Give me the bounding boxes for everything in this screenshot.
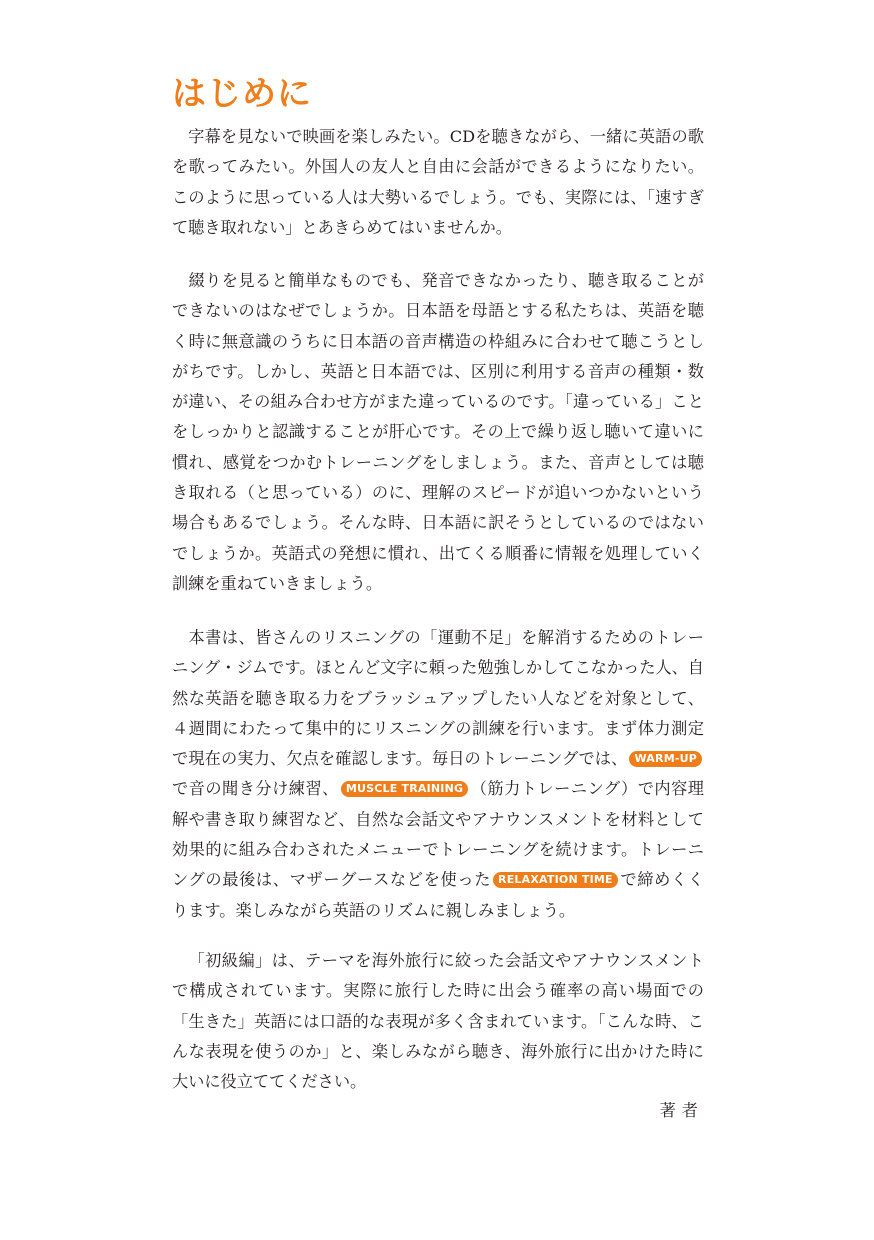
paragraph-2-text: 綴りを見ると簡単なものでも、発音できなかったり、聴き取ることができないのはなぜでしょうか。日本語を母語とする私たちは、英語を聴く時に無意識のうちに日本語の音声構造の枠組みに合わせて聴こうとしがちです。しかし、英語と日本語では、区別に利用する音声の種類・数が違い、その組み合わせ方がまた違っているのです。「違っている」ことをしっかりと認識することが肝心です。その上で繰り返し聴いて違いに慣れ、感覚をつかむトレーニングをしましょう。また、音声としては聴き取れる（と思っている）のに、理解のスピードが追いつかないという場合もあるでしょう。そんな時、日本語に訳そうとしているのではないでしょうか。英語式の発想に慣れ、出てくる順番に情報を処理していく訓練を重ねていきましょう。 bbox=[172, 271, 704, 593]
muscle-training-badge: MUSCLE TRAINING bbox=[341, 781, 468, 797]
paragraph-3-text-a: 本書は、皆さんのリスニングの「運動不足」を解消するためのトレーニング・ジムです。ほとんど文字に頼った勉強しかしてこなかった人、自然な英語を聴き取る力をブラッシュアップしたい人などを対象として、４週間にわたって集中的にリスニングの訓練を行います。まず体力測定で現在の実力、欠点を確認します。毎日のトレーニングでは、 bbox=[172, 628, 704, 769]
relaxation-time-badge: RELAXATION TIME bbox=[493, 872, 618, 888]
paragraph-4-text: 「初級編」は、テーマを海外旅行に絞った会話文やアナウンスメントで構成されています。実際に旅行した時に出会う確率の高い場面での「生きた」英語には口語的な表現が多く含まれています。「こんな時、こんな表現を使うのか」と、楽しみながら聴き、海外旅行に出かけた時に大いに役立ててください。 bbox=[172, 951, 704, 1092]
paragraph-3-text-d: で締めくくります。楽しみながら英語のリズムに親しみましょう。 bbox=[172, 870, 704, 920]
paragraph-1 bbox=[172, 122, 704, 243]
paragraph-3-text-b: で音の聞き分け練習、 bbox=[172, 779, 339, 799]
author-signature: 著者 bbox=[659, 1101, 704, 1120]
paragraph-1-text: 字幕を見ないで映画を楽しみたい。CDを聴きながら、一緒に英語の歌を歌ってみたい。外国人の友人と自由に会話ができるようになりたい。このように思っている人は大勢いるでしょう。でも、実際には、「速すぎて聴き取れない」とあきらめてはいませんか。 bbox=[172, 127, 704, 237]
warm-up-badge: WARM-UP bbox=[629, 751, 702, 767]
paragraph-4 bbox=[172, 946, 704, 1097]
paragraph-2 bbox=[172, 266, 704, 599]
page-title: はじめに bbox=[172, 74, 312, 114]
paragraph-3-text-c: （筋力トレーニング）で内容理解や書き取り練習など、自然な会話文やアナウンスメントを材料として効果的に組み合わされたメニューでトレーニングを続けます。トレーニングの最後は、マザーグースなどを使った bbox=[172, 779, 704, 890]
paragraph-3 bbox=[172, 623, 704, 926]
